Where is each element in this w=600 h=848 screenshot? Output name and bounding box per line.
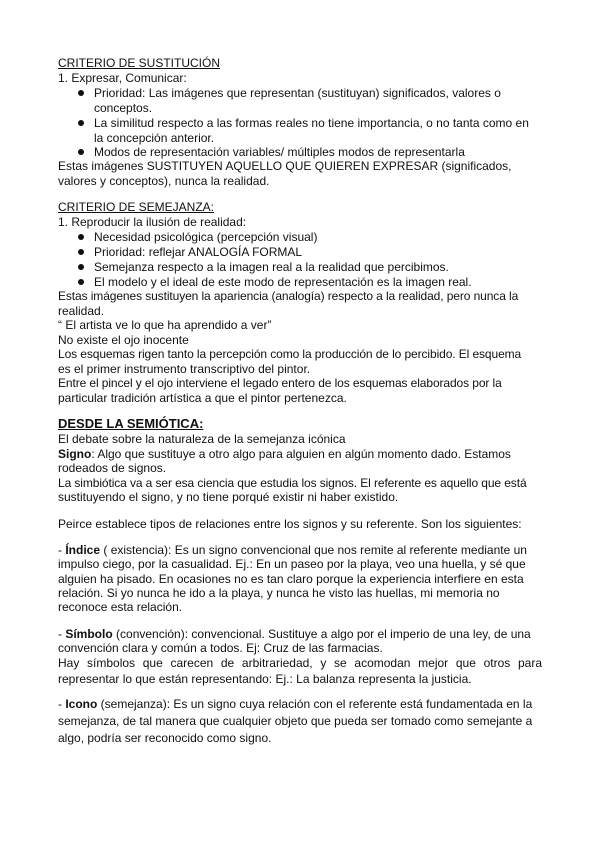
bullet-text: Necesidad psicológica (percepción visual) <box>94 230 318 244</box>
term-indice: Índice <box>65 543 101 557</box>
paragraph-peirce: Peirce establece tipos de relaciones entre los signos y su referente. Son los siguientes: <box>58 517 522 531</box>
paragraph: Entre el pincel y el ojo interviene el legado entero de los esquemas elaborados por la <box>58 376 502 390</box>
paragraph-cont: relación. Si yo nunca he ido a la playa, y nunca he visto las huellas, mi memoria no <box>58 586 500 600</box>
paragraph: No existe el ojo inocente <box>58 333 189 347</box>
bullet-text-cont: la concepción anterior. <box>94 131 215 145</box>
icono-text: (semejanza): Es un signo cuya relación con el referente está fundamentada en la <box>97 697 533 711</box>
paragraph-cont: semejanza, de tal manera que cualquier objeto que pueda ser tomado como semejante a <box>58 714 533 728</box>
section-title-semejanza: CRITERIO DE SEMEJANZA: <box>58 200 215 214</box>
paragraph: Estas imágenes sustituyen la apariencia (analogía) respecto a la realidad, pero nunca la <box>58 289 519 303</box>
paragraph-cont: sustituyendo el signo, y no tiene porqué existir ni haber existido. <box>58 490 399 504</box>
paragraph-cont: impulso ciego, por la casualidad. Ej.: En un paseo por la playa, veo una huella, y sé que <box>58 557 526 571</box>
paragraph-cont: algo, podría ser reconocido como signo. <box>58 731 272 745</box>
subtitle: El debate sobre la naturaleza de la semejanza icónica <box>58 432 346 446</box>
bullet-text: Semejanza respecto a la imagen real a la realidad que percibimos. <box>94 260 449 274</box>
paragraph: Los esquemas rigen tanto la percepción como la producción de lo percibido. El esquema <box>58 347 522 361</box>
paragraph-cont: alguien ha pisado. En ocasiones no es tan claro porque la experiencia interfiere en esta <box>58 572 524 586</box>
bullet-icon <box>78 149 84 155</box>
term-icono: Icono <box>65 697 98 711</box>
paragraph-cont: rodeados de signos. <box>58 461 167 475</box>
simbolo-text: (convención): convencional. Sustituye a algo por el imperio de una ley, de una <box>112 627 531 641</box>
section-title-sustitucion: CRITERIO DE SUSTITUCIÓN <box>58 56 221 70</box>
paragraph: La simbiótica va a ser esa ciencia que estudia los signos. El referente es aquello que está <box>58 476 527 490</box>
paragraph-signo <box>58 447 511 462</box>
bullet-text: Prioridad: Las imágenes que representan (sustituyan) significados, valores o <box>94 86 501 100</box>
dash: - <box>58 697 66 711</box>
paragraph-indice <box>58 543 527 558</box>
paragraph-cont: reconoce esta relación. <box>58 600 183 614</box>
signo-text: : Algo que sustituye a otro algo para alguien en algún momento dado. Estamos <box>91 447 511 461</box>
paragraph-cont: representar lo que están representando: Ej.: La balanza representa la justicia. <box>58 672 472 686</box>
term-signo: Signo <box>58 447 92 461</box>
dash: - <box>58 543 66 557</box>
paragraph-simbolo <box>58 627 531 642</box>
list-item-reproducir: 1. Reproducir la ilusión de realidad: <box>58 215 247 229</box>
paragraph-cont: es el primer instrumento transcriptivo del pintor. <box>58 362 311 376</box>
bullet-icon <box>78 234 84 240</box>
section-title-semiotica: DESDE LA SEMIÓTICA: <box>58 416 204 431</box>
bullet-text: Modos de representación variables/ múltiples modos de representarla <box>94 145 465 159</box>
bullet-text: Prioridad: reflejar ANALOGÍA FORMAL <box>94 245 303 259</box>
paragraph: Hay símbolos que carecen de arbitrariedad, y se acomodan mejor que otros para <box>58 656 542 670</box>
bullet-text-cont: conceptos. <box>94 101 153 115</box>
bullet-icon <box>78 279 84 285</box>
bullet-icon <box>78 264 84 270</box>
indice-text: ( existencia): Es un signo convencional que nos remite al referente mediante un <box>100 543 527 557</box>
bullet-icon <box>78 120 84 126</box>
quote: “ El artista ve lo que ha aprendido a ver” <box>58 318 272 332</box>
dash: - <box>58 627 66 641</box>
bullet-icon <box>78 249 84 255</box>
bullet-text: El modelo y el ideal de este modo de representación es la imagen real. <box>94 275 472 289</box>
paragraph-cont: particular tradición artística a que el pintor pertenezca. <box>58 391 347 405</box>
paragraph-cont: valores y conceptos), nunca la realidad. <box>58 174 270 188</box>
list-item-expresar: 1. Expresar, Comunicar: <box>58 71 187 85</box>
paragraph-cont: realidad. <box>58 304 105 318</box>
paragraph-icono <box>58 697 532 712</box>
paragraph-cont: convención clara y común a todos. Ej: Cruz de las farmacias. <box>58 641 383 655</box>
bullet-text: La similitud respecto a las formas reales no tiene importancia, o no tanta como en <box>94 116 529 130</box>
paragraph: Estas imágenes SUSTITUYEN AQUELLO QUE QUIEREN EXPRESAR (significados, <box>58 159 512 173</box>
bullet-icon <box>78 90 84 96</box>
term-simbolo: Símbolo <box>65 627 113 641</box>
